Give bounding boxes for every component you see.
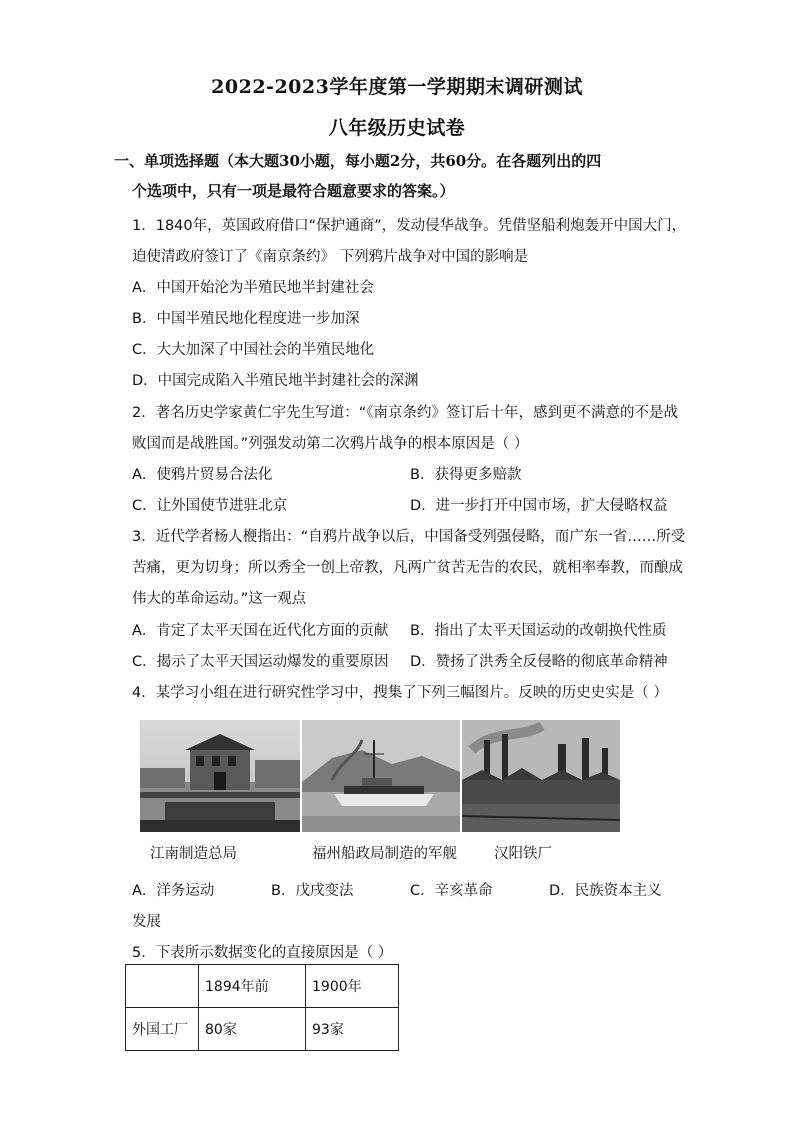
q3-option-d: D．赞扬了洪秀全反侵略的彻底革命精神 (410, 654, 668, 670)
q3-option-b: B．指出了太平天国运动的改朝换代性质 (410, 623, 667, 639)
table-row (126, 965, 399, 1008)
exam-title: 2022-2023学年度第一学期期末调研测试 (211, 76, 583, 98)
q1-option-d: D．中国完成陷入半殖民地半封建社会的深渊 (132, 373, 419, 389)
exam-subtitle: 八年级历史试卷 (328, 117, 466, 139)
q1-stem-line2: 迫使清政府签订了《南京条约》 下列鸦片战争对中国的影响是 (132, 249, 529, 265)
caption-hanyang-ironworks: 汉阳铁厂 (494, 846, 552, 862)
table-cell: 80家 (199, 1008, 306, 1051)
q3-stem-line3: 伟大的革命运动。”这一观点 (132, 591, 307, 607)
q3-stem-line1: 3．近代学者杨人楩指出：“自鸦片战争以后，中国备受列强侵略，而广东一省……所受 (132, 529, 686, 545)
q5-data-table (125, 964, 399, 1051)
table-cell: 93家 (306, 1008, 399, 1051)
q3-stem-line2: 苦痛，更为切身；所以秀全一创上帝教，凡两广贫苦无告的农民，就相率奉教，而酿成 (132, 560, 683, 576)
table-cell: 外国工厂 (126, 1008, 199, 1051)
q4-option-a: A．洋务运动 (132, 883, 215, 899)
table-header-cell (126, 965, 199, 1008)
q3-option-c: C．揭示了太平天国运动爆发的重要原因 (132, 654, 389, 670)
q2-option-b: B．获得更多赔款 (410, 467, 522, 483)
q1-option-c: C．大大加深了中国社会的半殖民地化 (132, 342, 375, 358)
q2-stem-line2: 败国而是战胜国。”列强发动第二次鸦片战争的根本原因是（ ） (132, 436, 529, 452)
q4-option-d: D．民族资本主义 (549, 883, 662, 899)
q1-option-a: A．中国开始沦为半殖民地半封建社会 (132, 280, 374, 296)
q5-stem: 5．下表所示数据变化的直接原因是（ ） (132, 945, 393, 961)
caption-fuzhou-warship: 福州船政局制造的军舰 (312, 846, 457, 862)
caption-jiangnan-arsenal: 江南制造总局 (150, 846, 237, 862)
q3-option-a: A．肯定了太平天国在近代化方面的贡献 (132, 623, 389, 639)
table-header-cell: 1894年前 (199, 965, 306, 1008)
photo-hanyang-ironworks (462, 720, 620, 832)
section-instructions-line2: 个选项中，只有一项是最符合题意要求的答案。） (132, 182, 455, 200)
q4-option-b: B．戊戌变法 (271, 883, 354, 899)
table-header-cell: 1900年 (306, 965, 399, 1008)
section-instructions-line1: 一、单项选择题（本大题30小题，每小题2分，共60分。在各题列出的四 (114, 152, 602, 170)
q4-stem: 4．某学习小组在进行研究性学习中，搜集了下列三幅图片。反映的历史史实是（ ） (132, 685, 668, 701)
q1-option-b: B．中国半殖民地化程度进一步加深 (132, 311, 360, 327)
q1-stem-line1: 1．1840年，英国政府借口“保护通商”，发动侵华战争。凭借坚船利炮轰开中国大门， (132, 218, 687, 234)
q4-option-d-continued: 发展 (132, 914, 161, 930)
table-row (126, 1008, 399, 1051)
q2-option-d: D．进一步打开中国市场，扩大侵略权益 (410, 498, 668, 514)
q2-stem-line1: 2．著名历史学家黄仁宇先生写道：“《南京条约》签订后十年，感到更不满意的不是战 (132, 405, 678, 421)
q4-option-c: C．辛亥革命 (410, 883, 493, 899)
q2-option-c: C．让外国使节进驻北京 (132, 498, 288, 514)
photo-jiangnan-arsenal (140, 720, 300, 832)
q2-option-a: A．使鸦片贸易合法化 (132, 467, 273, 483)
photo-fuzhou-warship (302, 720, 460, 832)
